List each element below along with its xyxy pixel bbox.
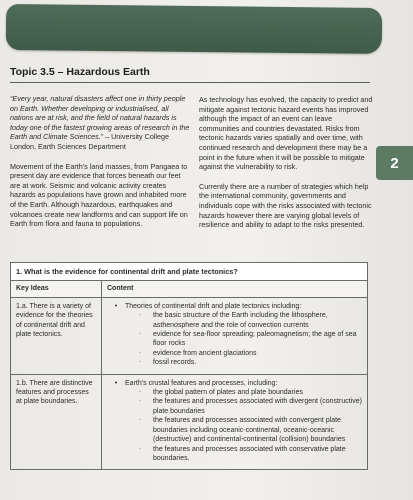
- list-item: - the basic structure of the Earth including the lithosphere, asthenosphere and the role of convection currents: [139, 311, 362, 330]
- main-point: [107, 302, 362, 311]
- list-item: - evidence from ancient glaciations: [139, 349, 362, 358]
- right-column: [199, 95, 373, 240]
- key-idea-cell: 1.b. There are distinctive features and processes at plate boundaries.: [11, 374, 102, 470]
- list-item: - the global pattern of plates and plate boundaries: [139, 388, 362, 397]
- header-banner: [6, 4, 382, 54]
- key-ideas-header: Key Ideas: [11, 281, 102, 297]
- subpoint-list: [107, 388, 362, 463]
- title-divider: [10, 82, 370, 83]
- page-title: Topic 3.5 – Hazardous Earth: [10, 66, 150, 78]
- content-header: Content: [102, 281, 368, 297]
- key-idea-cell: 1.a. There is a variety of evidence for the theories of continental drift and plate tectonics.: [11, 297, 102, 374]
- left-column: [10, 94, 190, 239]
- quote-text: “Every year, natural disasters affect one in thirty people on Earth. Whether developing or industrialised, all nations are at risk, and the field of natural hazards is today one of the fastest growing areas of research in the Earth and Climate Sciences.”: [10, 94, 190, 142]
- bullet-icon: •: [114, 379, 118, 387]
- list-item: - the features and processes associated with conservative plate boundaries.: [139, 445, 362, 464]
- bullet-icon: •: [114, 302, 118, 310]
- subpoint-list: [107, 311, 362, 367]
- quote-source: – University College London, Earth Sciences Department: [10, 132, 170, 151]
- list-item: - the features and processes associated with divergent (constructive) plate boundaries: [139, 397, 362, 416]
- content-cell: [102, 297, 368, 374]
- table-row: [11, 374, 368, 470]
- technology-paragraph: As technology has evolved, the capacity to predict and mitigate against tectonic hazard events has improved although the impact of an event can leave communities and countries devastated. Risks from tectonic hazards varies spatially and over time, with continued research and development there may be a point in the future when it will be possible to mitigate against the vulnerability to risk.: [199, 95, 373, 172]
- strategies-paragraph: Currently there are a number of strategies which help the international community, governments and individuals cope with the risks associated with tectonic hazards however there are varying global levels of resilience and ability to adapt to the risks presented.: [199, 181, 372, 230]
- main-point-text: Theories of continental drift and plate tectonics including:: [125, 302, 302, 310]
- table-question: 1. What is the evidence for continental drift and plate tectonics?: [11, 263, 368, 281]
- intro-quote: [10, 94, 190, 152]
- key-ideas-table: [10, 262, 368, 470]
- table-header-row: [11, 281, 368, 297]
- content-cell: [102, 374, 368, 470]
- intro-paragraph: Movement of the Earth’s land masses, from Pangaea to present day are evidence that forces beneath our feet are at work. Seismic and volcanic activity creates hazards as populations have grown and inhabited more of the Earth. Although hazardous, earthquakes and volcanoes create new landforms and can support life on Earth from flora and fauna to populations.: [10, 161, 188, 229]
- list-item: - fossil records.: [139, 358, 362, 367]
- main-point: [107, 379, 362, 388]
- main-point-text: Earth’s crustal features and processes, including:: [125, 379, 278, 387]
- table-row: [11, 297, 368, 374]
- chapter-tab: 2: [376, 146, 413, 180]
- table-question-row: [11, 263, 368, 281]
- list-item: - the features and processes associated with convergent plate boundaries including oceanic-continental, oceanic-oceanic (destructive) and continental-continental (collision) boundaries: [139, 416, 362, 444]
- list-item: - evidence for sea-floor spreading; paleomagnetism; the age of sea floor rocks: [139, 330, 362, 349]
